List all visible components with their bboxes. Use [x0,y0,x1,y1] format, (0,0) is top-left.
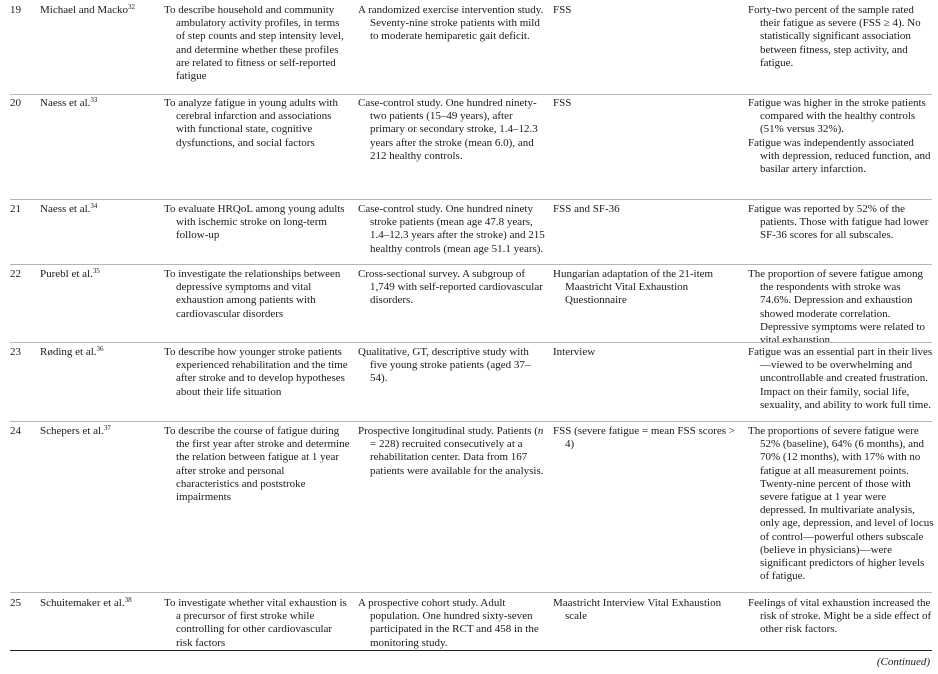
fatigue-measure: Hungarian adaptation of the 21-item Maastricht Vital Exhaustion Questionnaire [553,268,714,307]
reference-number: 34 [90,202,98,210]
reference-number: 37 [103,424,111,432]
reference-number: 32 [127,3,135,11]
study-result: The proportions of severe fatigue were 52% (baseline), 64% (6 months), and 70% (12 months), with 17% with no fatigue at all measurement points. Twenty-nine percent of those with severe fatigue at 1 year were depressed. In multivariate analysis, only age, depression, and level of locus of control—powerful others subscale (believe in physicians)—were significant predictors of higher levels of fatigue. [748,425,934,583]
row-divider [10,199,932,200]
study-aim: To evaluate HRQoL among young adults with ischemic stroke on long-term follow-up [164,203,345,242]
study-author: Purebl et al.$^{35}$ [40,267,100,280]
reference-number: 36 [96,345,104,353]
study-design: A prospective cohort study. Adult population. One hundred sixty-seven participated in the RCT and 458 in the monitoring study. [358,597,539,649]
study-result: Forty-two percent of the sample rated their fatigue as severe (FSS ≥ 4). No statistically significant association between fitness, step activity, and fatigue. [748,4,921,69]
study-design: Case-control study. One hundred ninety stroke patients (mean age 47.8 years, 1.4–12.3 years after the stroke) and 215 healthy controls (mean age 51.1 years). [358,203,545,255]
reference-number: 38 [124,596,132,604]
study-author: Røding et al.$^{36}$ [40,345,104,358]
study-aim: To describe how younger stroke patients experienced rehabilitation and the time after stroke and to develop hypotheses about their life situation [164,346,348,398]
study-design: Prospective longitudinal study. Patients (n = 228) recruited consecutively at a rehabilitation center. Data from 167 patients were available for the analysis. [358,425,544,477]
study-author: Schepers et al.$^{37}$ [40,424,111,437]
study-author: Naess et al.$^{34}$ [40,202,98,215]
row-divider [10,264,932,265]
row-divider [10,421,932,422]
fatigue-measure: FSS [553,4,572,16]
fatigue-measure: FSS and SF-36 [553,203,620,215]
fatigue-measure: Maastricht Interview Vital Exhaustion scale [553,597,722,623]
row-divider [10,342,932,343]
row-number: 23 [10,346,21,358]
reference-number: 35 [92,267,100,275]
row-number: 24 [10,425,21,437]
fatigue-measure: FSS [553,97,572,109]
study-result: The proportion of severe fatigue among the respondents with stroke was 74.6%. Depression and exhaustion showed moderate correlation. Depressive symptoms were related to vital exhaustion. [748,268,925,347]
row-number: 22 [10,268,21,280]
row-number: 21 [10,203,21,215]
fatigue-measure: Interview [553,346,596,358]
study-result: Fatigue was reported by 52% of the patients. Those with fatigue had lower SF-36 scores for all subscales. [748,203,929,242]
study-result: Fatigue was higher in the stroke patients compared with the healthy controls (51% versus 32%). Fatigue was independently associated with depression, reduced function, and basilar artery infarction. [748,97,931,176]
row-divider [10,94,932,95]
row-number: 19 [10,4,21,16]
fatigue-measure: FSS (severe fatigue = mean FSS scores > 4) [553,425,735,451]
study-design: A randomized exercise intervention study. Seventy-nine stroke patients with mild to moderate hemiparetic gait deficit. [358,4,544,43]
continued-label: (Continued) [876,656,930,668]
table-bottom-rule [10,650,932,651]
study-aim: To describe the course of fatigue during the first year after stroke and determine the relation between fatigue at 1 year after stroke and personal characteristics and poststroke impairments [164,425,350,504]
study-result: Feelings of vital exhaustion increased the risk of stroke. Might be a side effect of other risk factors. [748,597,932,636]
study-design: Case-control study. One hundred ninety-two patients (15–49 years), after primary or secondary stroke, 1.4–12.3 years after the stroke (mean 6.0), and 212 healthy controls. [358,97,538,162]
study-aim: To investigate the relationships between depressive symptoms and vital exhaustion among patients with cardiovascular disorders [164,268,341,320]
study-result: Fatigue was an essential part in their lives—viewed to be overwhelming and uncontrollable and created frustration. Impact on their family, social life, sexuality, and ability to work full time. [748,346,933,411]
row-number: 20 [10,97,21,109]
study-author: Naess et al.$^{33}$ [40,96,98,109]
row-divider [10,592,932,593]
study-design: Qualitative, GT, descriptive study with five young stroke patients (aged 37–54). [358,346,531,385]
study-aim: To analyze fatigue in young adults with cerebral infarction and associations with functional state, cognitive dysfunctions, and social factors [164,97,338,149]
study-author: Schuitemaker et al.$^{38}$ [40,596,132,609]
study-aim: To describe household and community ambulatory activity profiles, in terms of step counts and step intensity level, and determine whether these profiles are related to fitness or self-reported fatigue [164,4,344,83]
study-aim: To investigate whether vital exhaustion is a precursor of first stroke while controlling for other cardiovascular risk factors [164,597,347,649]
study-design: Cross-sectional survey. A subgroup of 1,749 with self-reported cardiovascular disorders. [358,268,543,307]
study-author: Michael and Macko$^{32}$ [40,3,135,16]
row-number: 25 [10,597,21,609]
reference-number: 33 [90,96,98,104]
